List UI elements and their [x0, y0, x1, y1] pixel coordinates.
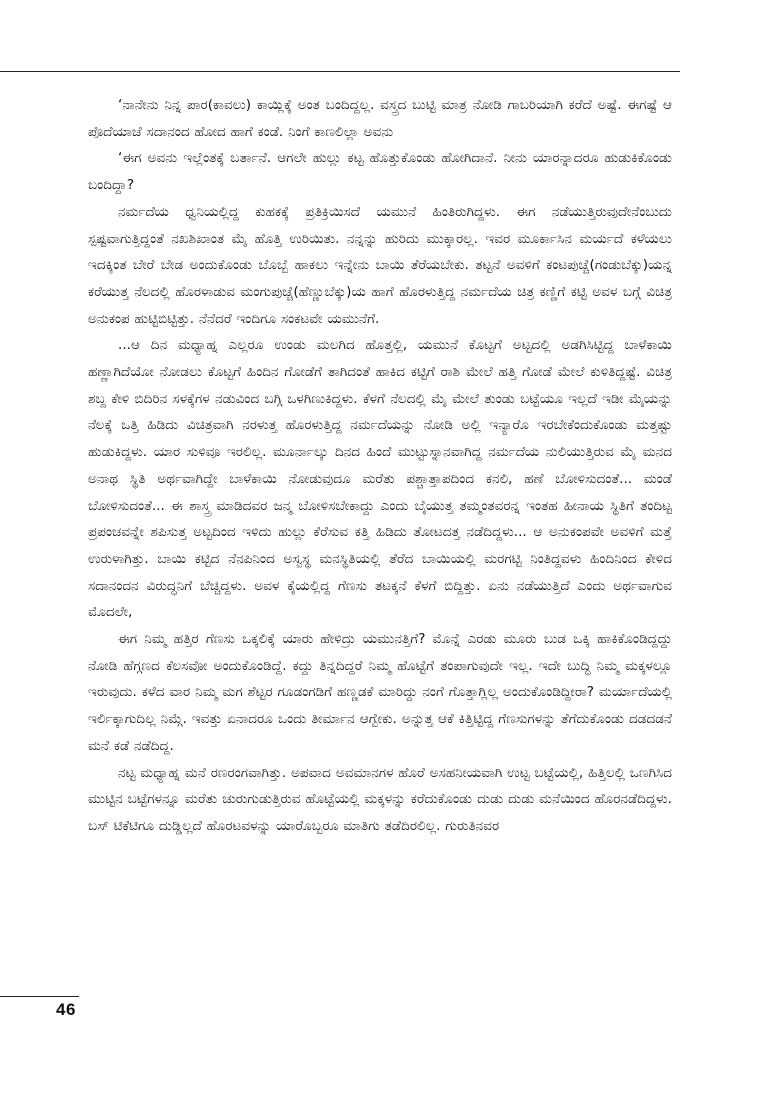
paragraph: ನಟ್ಟ ಮಧ್ಯಾಹ್ನ ಮನೆ ರಣರಂಗವಾಗಿತ್ತು. ಅಪವಾದ ಅವಮಾನಗಳ ಹೊರೆ ಅಸಹನೀಯವಾಗಿ ಉಟ್ಟ ಬಟ್ಟೆಯಲ್ಲಿ, ಹಿತ್ತಿಲಲ್ಲಿ ಒಣಗಿಸಿದ ಮುಟ್ಟಿನ ಬಟ್ಟೆಗಳನ್ನೂ ಮರೆತು ಚುರುಗುಡುತ್ತಿರುವ ಹೊಟ್ಟೆಯಲ್ಲಿ ಮಕ್ಕಳನ್ನು ಕರೆದುಕೊಂಡು ದುಡು ದುಡು ಮನೆಯಿಂದ ಹೊರನಡೆದಿದ್ದಳು. ಬಸ್ ಟಿಕೆಟಿಗೂ ದುಡ್ಡಿಲ್ಲದೆ ಹೊರಟವಳನ್ನು ಯಾರೊಬ್ಬರೂ ಮಾತಿಗು ತಡೆದಿರಲಿಲ್ಲ. ಗುರುತಿನವರ — [88, 764, 672, 834]
paragraph: ...ಆ ದಿನ ಮಧ್ಯಾಹ್ನ ಎಲ್ಲರೂ ಉಂಡು ಮಲಗಿದ ಹೊತ್ತಲ್ಲಿ, ಯಮುನೆ ಕೊಟ್ಟಗೆ ಅಟ್ಟದಲ್ಲಿ ಅಡಗಿಸಿಟ್ಟಿದ್ದ ಬಾಳೆಕಾಯಿ ಹಣ್ಣಾಗಿದೆಯೋ ನೋಡಲು ಕೊಟ್ಟಗೆ ಹಿಂದಿನ ಗೋಡೆಗೆ ತಾಗಿದಂತೆ ಹಾಕಿದ ಕಟ್ಟಿಗೆ ರಾಶಿ ಮೇಲೆ ಹತ್ತಿ ಗೋಡೆ ಮೇಲೆ ಕುಳಿತಿದ್ದಷ್ಟೆ. ವಿಚಿತ್ರ ಶಬ್ದ ಕೇಳಿ ಬಿದಿರಿನ ಸಳಕ್ಕೆಗಳ ನಡುವಿಂದ ಬಗ್ಗಿ ಒಳಗಿಣುಕಿದ್ದಳು. ಕೆಳಗೆ ನೆಲದಲ್ಲಿ ಮೈ ಮೇಲೆ ತುಂಡು ಬಟ್ಟೆಯೂ ಇಲ್ಲದೆ ಇಡೀ ಮೈಯನ್ನು ನೆಲಕ್ಕೆ ಒತ್ತಿ ಹಿಡಿದು ವಿಚಿತ್ರವಾಗಿ ನರಳುತ್ತ ಹೊರಳುತ್ತಿದ್ದ ನರ್ಮದೆಯನ್ನು ನೋಡಿ ಅಲ್ಲಿ ಇನ್ಯಾರೊ ಇರಬೇಕೆಂದುಕೊಂಡು ಮತ್ತಷ್ಟು ಹುಡುಕಿದ್ದಳು. ಯಾರ ಸುಳಿವೂ ಇರಲಿಲ್ಲ. ಮೂರ್ನಾಲ್ಕು ದಿನದ ಹಿಂದೆ ಮುಟ್ಟುಸ್ನಾನವಾಗಿದ್ದ ನರ್ಮದೆಯ ನುಲಿಯುತ್ತಿರುವ ಮೈ ಮನದ ಅನಾಥ ಸ್ಥಿತಿ ಅರ್ಥವಾಗಿದ್ದೇ ಬಾಳೆಕಾಯಿ ನೋಡುವುದೂ ಮರೆತು ಪಶ್ಚಾತ್ತಾಪದಿಂದ ಕನಲಿ, ಹಣೆ ಬೋಳಿಸುದಂತೆ... ಮಂಡೆ ಬೋಳಿಸುದಂತೆ... ಈ ಶಾಸ್ತ್ರ ಮಾಡಿದವರ ಜನ್ಮ ಬೋಳಿಸಬೇಕಾದ್ದು ಎಂದು ಬೈಯುತ್ತ ತಮ್ಮಂತವರನ್ನ ಇಂತಹ ಹೀನಾಯ ಸ್ಥಿತಿಗೆ ತಂದಿಟ್ಟ ಪ್ರಪಂಚವನ್ನೇ ಶಪಿಸುತ್ತ ಅಟ್ಟದಿಂದ ಇಳಿದು ಹುಲ್ಲು ಕೆರೆಸುವ ಕತ್ತಿ ಹಿಡಿದು ತೋಟದತ್ತ ನಡೆದಿದ್ದಳು... ಆ ಅನುಕಂಪವೇ ಅವಳಿಗೆ ಮತ್ತೆ ಉರುಳಾಗಿತ್ತು. ಬಾಯಿ ಕಟ್ಟಿದ ನೆನಪಿನಿಂದ ಅಸ್ವಸ್ಥ ಮನಸ್ಥಿತಿಯಲ್ಲಿ ತೆರೆದ ಬಾಯಿಯಲ್ಲಿ ಮರಗಟ್ಟಿ ನಿಂತಿದ್ದವಳು ಹಿಂದಿನಿಂದ ಕೇಳಿದ ಸದಾನಂದನ ವಿರುದ್ಧನಿಗೆ ಬೆಚ್ಚಿದ್ದಳು. ಅವಳ ಕೈಯಲ್ಲಿದ್ದ ಗೆಣಸು ತಟಕ್ಕನೆ ಕೆಳಗೆ ಬಿದ್ದಿತ್ತು. ಏನು ನಡೆಯುತ್ತಿದೆ ಎಂದು ಅರ್ಥವಾಗುವ ಮೊದಲೇ, — [88, 337, 672, 621]
paragraph: ‘ಈಗ ಅವನು ಇಲ್ಲೆಂತಕ್ಕೆ ಬರ್ತಾನೆ. ಆಗಲೇ ಹುಲ್ಲು ಕಟ್ಟ ಹೊತ್ತುಕೊಂಡು ಹೋಗಿದಾನೆ. ನೀನು ಯಾರನ್ನಾದರೂ ಹುಡುಕಿಕೊಂಡು ಬಂದಿದ್ದಾ? — [88, 150, 672, 194]
paragraph: ನರ್ಮದೆಯ ಧ್ವನಿಯಲ್ಲಿದ್ದ ಕುಹಕಕ್ಕೆ ಪ್ರತಿಕ್ರಿಯಿಸದೆ ಯಮುನೆ ಹಿಂತಿರುಗಿದ್ದಳು. ಈಗ ನಡೆಯುತ್ತಿರುವುದೇನೆಂಬುದು ಸ್ಪಷ್ಟವಾಗುತ್ತಿದ್ದಂತೆ ನಖಶಿಖಾಂತ ಮೈ ಹೊತ್ತಿ ಉರಿಯಿತು. ನನ್ನನ್ನು ಹುರಿದು ಮುಕ್ಕಾರಲ್ಲ. ಇವರ ಮೂರ್ಕಾಸಿನ ಮರ್ಯದೆ ಕಳೆಯಲು ಇದಕ್ಕಿಂತ ಬೇರೆ ಬೇಡ ಅಂದುಕೊಂಡು ಬೊಬ್ಬೆ ಹಾಕಲು ಇನ್ನೇನು ಬಾಯಿ ತೆರೆಯಬೇಕು. ತಟ್ಟನೆ ಅವಳಿಗೆ ಕಂಟಪುಚ್ಚೆ(ಗಂಡುಬೆಕ್ಕು)ಯನ್ನ ಕರೆಯುತ್ತ ನೆಲದಲ್ಲಿ ಹೊರಳಾಡುವ ಮಂಗುಪುಚ್ಚೆ(ಹೆಣ್ಣುಬೆಕ್ಕು)ಯ ಹಾಗೆ ಹೊರಳುತ್ತಿದ್ದ ನರ್ಮದೆಯ ಚಿತ್ರ ಕಣ್ಣಿಗೆ ಕಟ್ಟಿ ಅವಳ ಬಗ್ಗೆ ವಿಚಿತ್ರ ಅನುಕಂಪ ಹುಟ್ಟಿಬಿಟ್ಟಿತ್ತು. ನೆನೆದರೆ ಇಂದಿಗೂ ಸಂಕಟವೇ ಯಮುನೆಗೆ. — [88, 203, 672, 327]
paragraph: ಈಗ ನಿಮ್ಮ ಹತ್ತಿರ ಗೆಣಸು ಒಕ್ಕಲಿಕ್ಕೆ ಯಾರು ಹೇಳಿದ್ರು ಯಮುನತ್ತಿಗೆ? ಮೊನ್ನೆ ಎರಡು ಮೂರು ಬುಡ ಒಕ್ಕಿ ಹಾಕಿಕೊಂಡಿದ್ದದ್ದು ನೋಡಿ ಹೆಗ್ಗಣದ ಕೆಲಸವೋ ಅಂದುಕೊಂಡಿದ್ದೆ. ಕದ್ದು ತಿನ್ನದಿದ್ದರೆ ನಿಮ್ಮ ಹೊಟ್ಟೆಗೆ ತಂಪಾಗುವುದೇ ಇಲ್ಲ. ಇದೇ ಬುದ್ಧಿ ನಿಮ್ಮ ಮಕ್ಕಳಲ್ಲೂ ಇರುವುದು. ಕಳೆದ ವಾರ ನಿಮ್ಮ ಮಗ ಶೆಟ್ಟರ ಗೂಡಂಗಡಿಗೆ ಹಣ್ಣಡಕೆ ಮಾರಿದ್ದು ನಂಗೆ ಗೊತ್ತಾಗ್ಲಿಲ್ಲ ಅಂದುಕೊಂಡಿದ್ದೀರಾ? ಮರ್ಯಾದೆಯಲ್ಲಿ ಇರ್ಲಿಕ್ಕಾಗುದಿಲ್ಲ ನಿಮ್ಗೆ. ಇವತ್ತು ಏನಾದರೂ ಒಂದು ತೀರ್ಮಾನ ಆಗ್ಬೇಕು. ಅನ್ನುತ್ತ ಆಕೆ ಕಿತ್ತಿಟ್ಟಿದ್ದ ಗೆಣಸುಗಳನ್ನು ತೆಗೆದುಕೊಂಡು ದಡದಡನೆ ಮನೆ ಕಡೆ ನಡೆದಿದ್ದ. — [88, 631, 672, 754]
footer-rule — [0, 996, 79, 997]
top-rule — [0, 71, 680, 72]
paragraph: ‘ನಾನೇನು ನಿನ್ನ ಪಾರ(ಕಾವಲು) ಕಾಯ್ಲಿಕ್ಕೆ ಅಂತ ಬಂದಿದ್ದಲ್ಲ. ವಸ್ತ್ರದ ಬುಟ್ಟಿ ಮಾತ್ರ ನೋಡಿ ಗಾಬರಿಯಾಗಿ ಕರೆದೆ ಅಷ್ಟೆ. ಈಗಷ್ಟೆ ಆ ಪೊದೆಯಾಚೆ ಸದಾನಂದ ಹೋದ ಹಾಗೆ ಕಂಡೆ. ನಿಂಗೆ ಕಾಣಲಿಲ್ಲಾ ಅವನು — [88, 97, 672, 140]
body-text — [88, 92, 672, 840]
page-number: 46 — [56, 1000, 76, 1019]
